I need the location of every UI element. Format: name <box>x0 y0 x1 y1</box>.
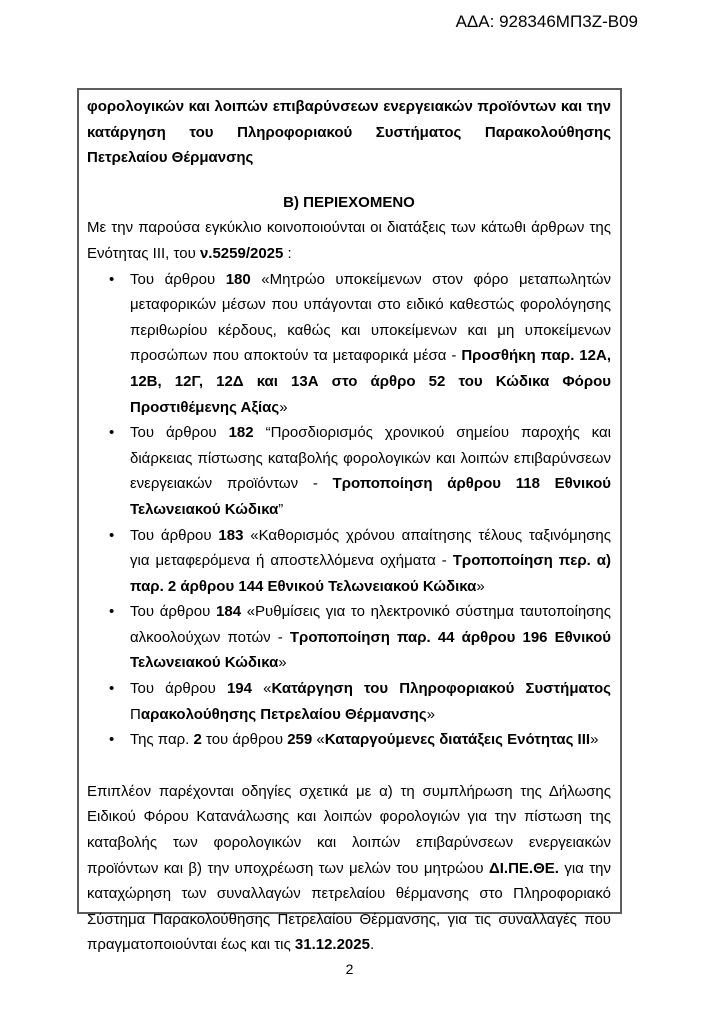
list-item-article-194: • Του άρθρου 194 «Κατάργηση του Πληροφοριακού Συστήματος Παρακολούθησης Πετρελαίου Θέρμανσης» <box>130 676 611 727</box>
list-item-article-182: • Του άρθρου 182 “Προσδιορισμός χρονικού σημείου παροχής και διάρκειας πίστωσης καταβολής φορολογικών και λοιπών επιβαρύνσεων ενεργειακών προϊόντων - Τροποποίηση άρθρου 118 Εθνικού Τελωνειακού Κώδικα” <box>130 420 611 522</box>
list-item-article-184: • Του άρθρου 184 «Ρυθμίσεις για το ηλεκτρονικό σύστημα ταυτοποίησης αλκοολούχων ποτών - Τροποποίηση παρ. 44 άρθρου 196 Εθνικού Τελωνειακού Κώδικα» <box>130 599 611 676</box>
list-item-article-180: • Του άρθρου 180 «Μητρώο υποκείμενων στον φόρο μεταπωλητών μεταφορικών μέσων που υπάγονται στο ειδικό καθεστώς φορολόγησης περιθωρίου κέρδους, καθώς και υποκείμενων και μη υποκείμενων προσώπων που αποκτούν τα μεταφορικά μέσα - Προσθήκη παρ. 12Α, 12Β, 12Γ, 12Δ και 13Α στο άρθρο 52 του Κώδικα Φόρου Προστιθέμενης Αξίας» <box>130 267 611 421</box>
subject-title-tail: φορολογικών και λοιπών επιβαρύνσεων ενεργειακών προϊόντων και την κατάργηση του Πληροφοριακού Συστήματος Παρακολούθησης Πετρελαίου Θέρμανσης <box>87 98 611 167</box>
list-item-article-183: • Του άρθρου 183 «Καθορισμός χρόνου απαίτησης τέλους ταξινόμησης για μεταφερόμενα ή αποστελλόμενα οχήματα - Τροποποίηση περ. α) παρ. 2 άρθρου 144 Εθνικού Τελωνειακού Κώδικα» <box>130 523 611 600</box>
intro-paragraph: Με την παρούσα εγκύκλιο κοινοποιούνται οι διατάξεις των κάτωθι άρθρων της Ενότητας ΙΙΙ, του ν.5259/2025 : <box>87 219 611 262</box>
articles-list <box>87 267 611 753</box>
section-heading: Β) ΠΕΡΙΕΧΟΜΕΝΟ <box>283 193 415 211</box>
list-item-article-259: • Της παρ. 2 του άρθρου 259 «Καταργούμενες διατάξεις Ενότητας ΙΙΙ» <box>130 727 611 753</box>
closing-paragraph: Επιπλέον παρέχονται οδηγίες σχετικά με α) τη συμπλήρωση της Δήλωσης Ειδικού Φόρου Κατανάλωσης και λοιπών φορολογιών για την πίστωση της καταβολής των φορολογικών και λοιπών επιβαρύνσεων ενεργειακών προϊόντων και β) την υποχρέωση των μελών του μητρώου ΔΙ.ΠΕ.ΘΕ. για την καταχώρηση των συναλλαγών πετρελαίου θέρμανσης στο Πληροφοριακό Σύστημα Παρακολούθησης Πετρελαίου Θέρμανσης, για τις συναλλαγές που πραγματοποιούνται έως και τις 31.12.2025. <box>87 782 611 954</box>
page-number: 2 <box>345 961 354 977</box>
ada-identifier: ΑΔΑ: 928346ΜΠ3Ζ-Β09 <box>455 12 638 31</box>
content-box <box>77 88 622 954</box>
